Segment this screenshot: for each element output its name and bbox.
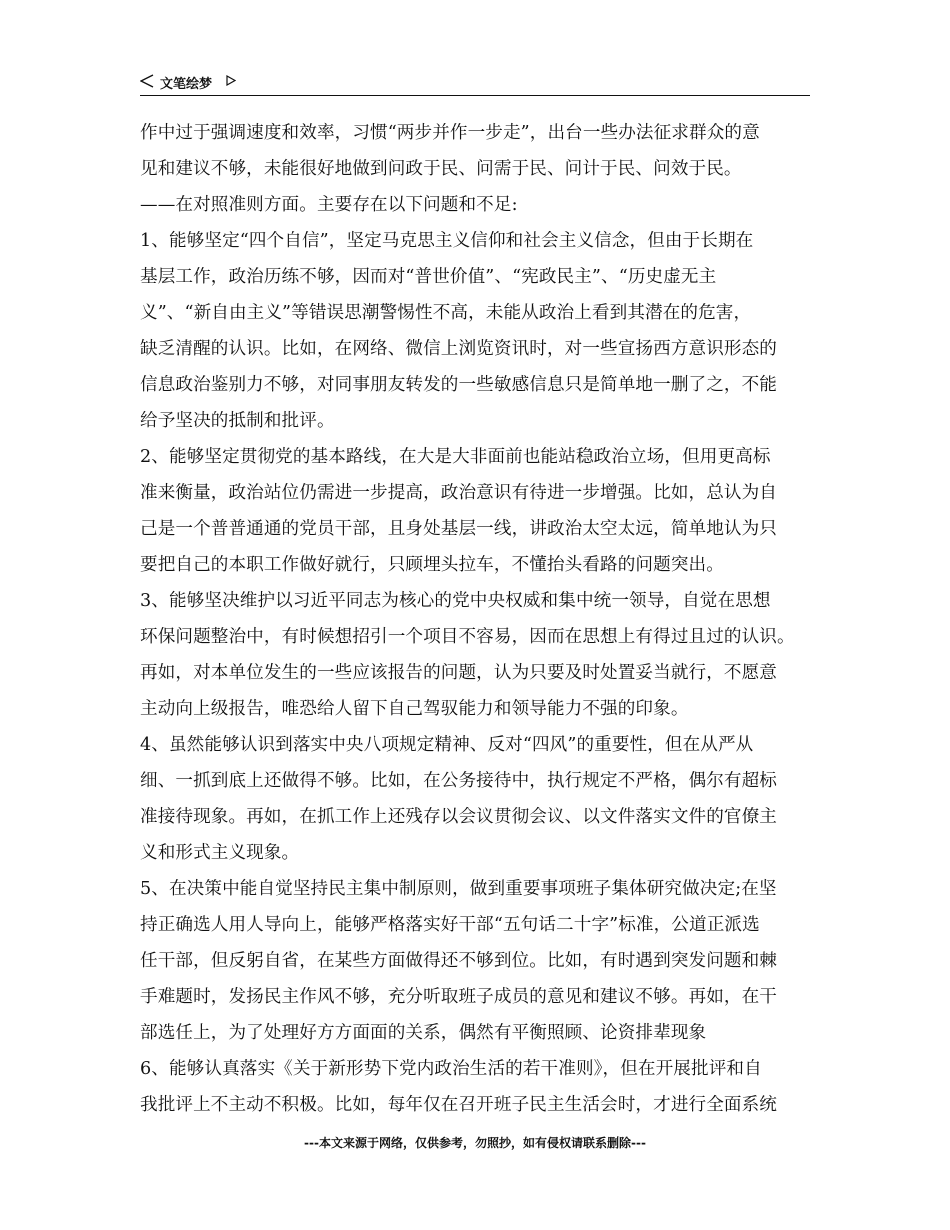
text-line: 要把自己的本职工作做好就行，只顾埋头拉车，不懂抬头看路的问题突出。 [140, 555, 724, 575]
text-line: 准来衡量，政治站位仍需进一步提高，政治意识有待进一步增强。比如，总认为自 [140, 483, 777, 503]
text-line: 准接待现象。再如，在抓工作上还残存以会议贯彻会议、以文件落实文件的官僚主 [140, 807, 777, 827]
text-line: 3、能够坚决维护以习近平同志为核心的党中央权威和集中统一领导，自觉在思想 [140, 591, 771, 611]
text-line: ——在对照准则方面。主要存在以下问题和不足: [140, 195, 518, 215]
text-line: 己是一个普普通通的党员干部，且身处基层一线，讲政治太空太远，简单地认为只 [140, 519, 777, 539]
right-triangle-icon [226, 75, 236, 86]
text-line: 基层工作，政治历练不够，因而对“普世价值”、“宪政民主”、“历史虚无主 [140, 267, 717, 287]
left-triangle-icon [140, 74, 154, 88]
text-line: 部选任上，为了处理好方方面面的关系，偶然有平衡照顾、论资排辈现象 [140, 1023, 707, 1043]
text-line: 义和形式主义现象。 [140, 843, 300, 863]
text-line: 义”、“新自由主义”等错误思潮警惕性不高，未能从政治上看到其潜在的危害， [140, 303, 752, 323]
text-line: 给予坚决的抵制和批评。 [140, 411, 335, 431]
text-line: 2、能够坚定贯彻党的基本路线，在大是大非面前也能站稳政治立场，但用更高标 [140, 447, 771, 467]
text-line: 细、一抓到底上还做得不够。比如，在公务接待中，执行规定不严格，偶尔有超标 [140, 771, 777, 791]
document-body [140, 115, 812, 1123]
text-line: 4、虽然能够认识到落实中央八项规定精神、反对“四风”的重要性，但在从严从 [140, 735, 754, 755]
text-line: 6、能够认真落实《关于新形势下党内政治生活的若干准则》，但在开展批评和自 [140, 1059, 762, 1079]
text-line: 我批评上不主动不积极。比如，每年仅在召开班子民主生活会时，才进行全面系统 [140, 1095, 777, 1115]
text-line: 缺乏清醒的认识。比如，在网络、微信上浏览资讯时，对一些宣扬西方意识形态的 [140, 339, 777, 359]
text-line: 1、能够坚定“四个自信”，坚定马克思主义信仰和社会主义信念，但由于长期在 [140, 231, 754, 251]
footer-disclaimer: ---本文来源于网络，仅供参考，勿照抄，如有侵权请联系删除--- [304, 1136, 646, 1150]
text-line: 主动向上级报告，唯恐给人留下自己驾驭能力和领导能力不强的印象。 [140, 699, 689, 719]
text-line: 环保问题整治中，有时候想招引一个项目不容易，因而在思想上有得过且过的认识。 [140, 627, 795, 647]
header-title: 文笔绘梦 [160, 77, 213, 92]
text-line: 再如，对本单位发生的一些应该报告的问题，认为只要及时处置妥当就行，不愿意 [140, 663, 777, 683]
text-line: 见和建议不够，未能很好地做到问政于民、问需于民、问计于民、问效于民。 [140, 159, 742, 179]
page-header [140, 72, 810, 94]
text-line: 作中过于强调速度和效率，习惯“两步并作一步走”，出台一些办法征求群众的意 [140, 123, 760, 143]
header-divider [140, 95, 810, 96]
text-line: 持正确选人用人导向上，能够严格落实好干部“五句话二十字”标准，公道正派选 [140, 915, 760, 935]
text-line: 任干部，但反躬自省，在某些方面做得还不够到位。比如，有时遇到突发问题和棘 [140, 951, 777, 971]
text-line: 手难题时，发扬民主作风不够，充分听取班子成员的意见和建议不够。再如，在干 [140, 987, 777, 1007]
text-line: 信息政治鉴别力不够，对同事朋友转发的一些敏感信息只是简单地一删了之，不能 [140, 375, 777, 395]
text-line: 5、在决策中能自觉坚持民主集中制原则，做到重要事项班子集体研究做决定;在坚 [140, 879, 777, 899]
